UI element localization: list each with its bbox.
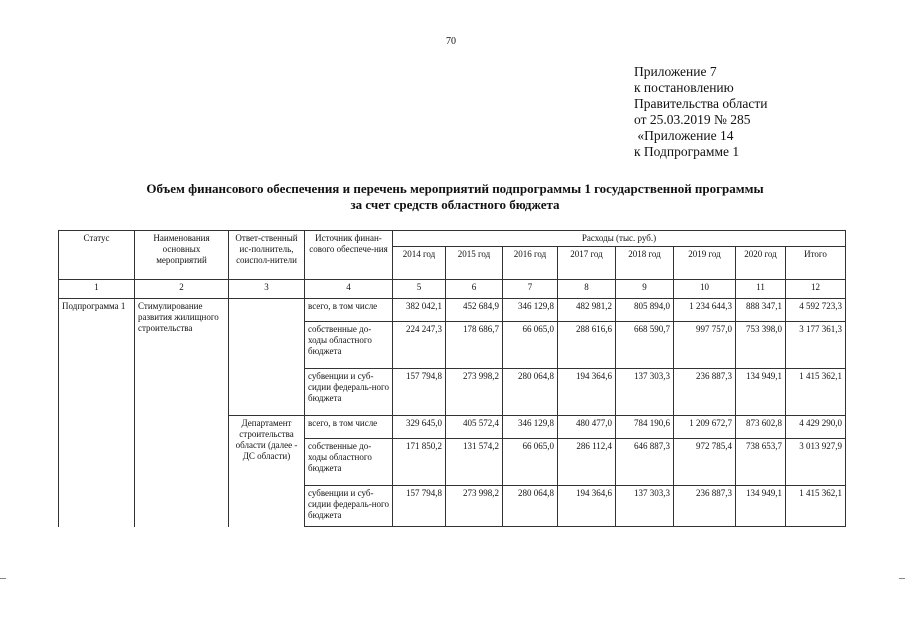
value-cell: 157 794,8: [393, 369, 446, 416]
executor-cell: Департамент строительства области (далее - ДС области): [229, 416, 305, 527]
title-line-1: Объем финансового обеспечения и перечень мероприятий подпрограммы 1 государственной программы: [146, 181, 764, 196]
value-cell: 997 757,0: [674, 322, 736, 369]
value-cell: 1 415 362,1: [786, 486, 846, 527]
column-number: 12: [786, 280, 846, 299]
value-cell: 194 364,6: [558, 486, 616, 527]
value-cell: 288 616,6: [558, 322, 616, 369]
value-cell: 171 850,2: [393, 439, 446, 486]
value-cell: 668 590,7: [616, 322, 674, 369]
value-cell: 382 042,1: [393, 299, 446, 322]
column-number: 9: [616, 280, 674, 299]
column-number: 2: [135, 280, 229, 299]
header-status: Статус: [59, 231, 135, 280]
value-cell: 131 574,2: [446, 439, 503, 486]
status-cell: Подпрограмма 1: [59, 299, 135, 527]
value-cell: 280 064,8: [503, 369, 558, 416]
year-header: 2016 год: [503, 247, 558, 280]
value-cell: 405 572,4: [446, 416, 503, 439]
value-cell: 753 398,0: [736, 322, 786, 369]
total-header: Итого: [786, 247, 846, 280]
header-executor: Ответ-ственный ис-полнитель, соиспол-нители: [229, 231, 305, 280]
value-cell: 194 364,6: [558, 369, 616, 416]
value-cell: 646 887,3: [616, 439, 674, 486]
scan-edge-mark-left: [0, 578, 6, 579]
value-cell: 1 415 362,1: [786, 369, 846, 416]
appendix-line: к Подпрограмме 1: [634, 144, 740, 159]
value-cell: 137 303,3: [616, 486, 674, 527]
value-cell: 482 981,2: [558, 299, 616, 322]
value-cell: 236 887,3: [674, 486, 736, 527]
expenses-table: [58, 230, 846, 527]
year-header: 2014 год: [393, 247, 446, 280]
value-cell: 805 894,0: [616, 299, 674, 322]
year-header: 2017 год: [558, 247, 616, 280]
header-row: [59, 231, 846, 247]
value-cell: 178 686,7: [446, 322, 503, 369]
event-name-cell: Стимулирование развития жилищного строительства: [135, 299, 229, 527]
source-cell: собственные до-ходы областного бюджета: [305, 439, 393, 486]
column-number: 11: [736, 280, 786, 299]
appendix-block: [634, 64, 767, 160]
year-header: 2015 год: [446, 247, 503, 280]
column-number: 7: [503, 280, 558, 299]
value-cell: 3 013 927,9: [786, 439, 846, 486]
year-header: 2020 год: [736, 247, 786, 280]
value-cell: 134 949,1: [736, 486, 786, 527]
value-cell: 66 065,0: [503, 322, 558, 369]
column-number: 1: [59, 280, 135, 299]
source-cell: субвенции и суб-сидии федераль-ного бюджета: [305, 369, 393, 416]
appendix-line: Приложение 7: [634, 64, 717, 79]
value-cell: 329 645,0: [393, 416, 446, 439]
value-cell: 280 064,8: [503, 486, 558, 527]
document-title: [60, 181, 850, 213]
executor-cell-empty: [229, 299, 305, 416]
value-cell: 452 684,9: [446, 299, 503, 322]
value-cell: 137 303,3: [616, 369, 674, 416]
appendix-line: от 25.03.2019 № 285: [634, 112, 751, 127]
value-cell: 157 794,8: [393, 486, 446, 527]
value-cell: 236 887,3: [674, 369, 736, 416]
title-line-2: за счет средств областного бюджета: [350, 197, 560, 212]
column-number: 8: [558, 280, 616, 299]
page-number: 70: [446, 36, 456, 47]
value-cell: 888 347,1: [736, 299, 786, 322]
scan-edge-mark-right: [899, 578, 905, 579]
column-number: 6: [446, 280, 503, 299]
header-expenses: Расходы (тыс. руб.): [393, 231, 846, 247]
header-event-name: Наименования основных мероприятий: [135, 231, 229, 280]
value-cell: 784 190,6: [616, 416, 674, 439]
appendix-line: Правительства области: [634, 96, 768, 111]
header-source: Источник финан-сового обеспече-ния: [305, 231, 393, 280]
value-cell: 738 653,7: [736, 439, 786, 486]
value-cell: 134 949,1: [736, 369, 786, 416]
value-cell: 346 129,8: [503, 416, 558, 439]
value-cell: 1 209 672,7: [674, 416, 736, 439]
value-cell: 4 592 723,3: [786, 299, 846, 322]
column-number: 3: [229, 280, 305, 299]
appendix-line: «Приложение 14: [634, 128, 734, 143]
value-cell: 273 998,2: [446, 369, 503, 416]
value-cell: 286 112,4: [558, 439, 616, 486]
source-cell: собственные до-ходы областного бюджета: [305, 322, 393, 369]
value-cell: 273 998,2: [446, 486, 503, 527]
column-numbers-row: [59, 280, 846, 299]
value-cell: 480 477,0: [558, 416, 616, 439]
column-number: 4: [305, 280, 393, 299]
value-cell: 873 602,8: [736, 416, 786, 439]
year-header: 2019 год: [674, 247, 736, 280]
value-cell: 1 234 644,3: [674, 299, 736, 322]
source-cell: всего, в том числе: [305, 416, 393, 439]
table-row: [59, 299, 846, 322]
year-header: 2018 год: [616, 247, 674, 280]
column-number: 10: [674, 280, 736, 299]
value-cell: 4 429 290,0: [786, 416, 846, 439]
appendix-line: к постановлению: [634, 80, 734, 95]
value-cell: 346 129,8: [503, 299, 558, 322]
value-cell: 3 177 361,3: [786, 322, 846, 369]
column-number: 5: [393, 280, 446, 299]
value-cell: 224 247,3: [393, 322, 446, 369]
source-cell: субвенции и суб-сидии федераль-ного бюджета: [305, 486, 393, 527]
source-cell: всего, в том числе: [305, 299, 393, 322]
value-cell: 66 065,0: [503, 439, 558, 486]
value-cell: 972 785,4: [674, 439, 736, 486]
